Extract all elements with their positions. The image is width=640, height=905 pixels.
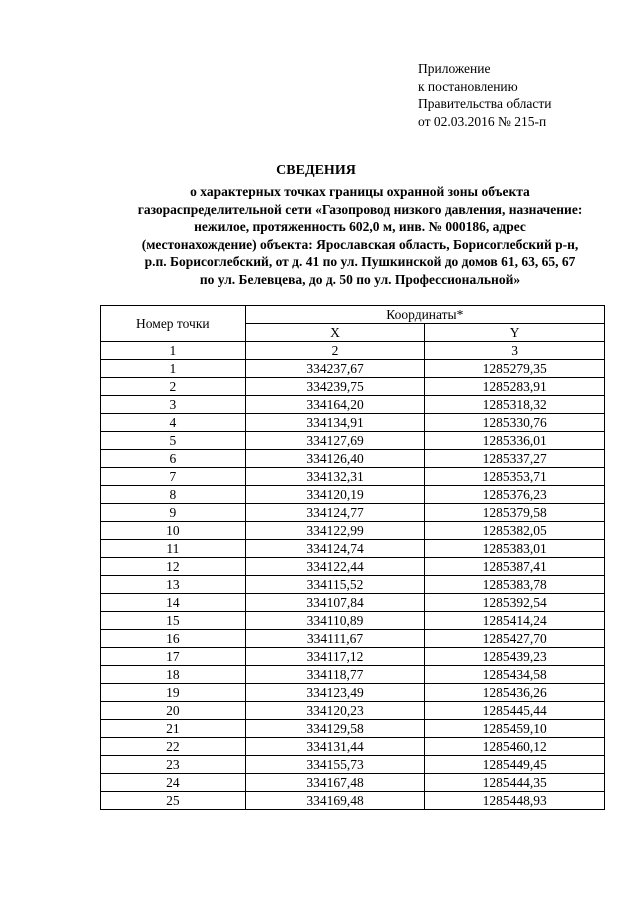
y-coordinate-cell: 1285444,35 — [425, 774, 605, 792]
x-coordinate-cell: 334124,74 — [245, 540, 425, 558]
x-coordinate-cell: 334127,69 — [245, 432, 425, 450]
table-row — [101, 468, 605, 486]
table-row — [101, 702, 605, 720]
appendix-line: Приложение — [418, 61, 491, 76]
table-row — [101, 576, 605, 594]
appendix-line: к постановлению — [418, 78, 518, 94]
table-row — [101, 774, 605, 792]
point-number-cell: 10 — [101, 522, 246, 540]
y-coordinate-cell: 1285318,32 — [425, 396, 605, 414]
y-coordinate-cell: 1285427,70 — [425, 630, 605, 648]
point-number-cell: 15 — [101, 612, 246, 630]
point-number-cell: 9 — [101, 504, 246, 522]
y-coordinate-cell: 1285449,45 — [425, 756, 605, 774]
table-row — [101, 522, 605, 540]
table-row — [101, 450, 605, 468]
x-coordinate-cell: 334120,19 — [245, 486, 425, 504]
header-x: X — [245, 324, 425, 342]
table-row — [101, 720, 605, 738]
subtitle-line: по ул. Белевцева, до д. 50 по ул. Профессиональной» — [199, 271, 521, 287]
document-title: СВЕДЕНИЯ — [276, 163, 356, 178]
y-coordinate-cell: 1285336,01 — [425, 432, 605, 450]
x-coordinate-cell: 334122,99 — [245, 522, 425, 540]
column-index-row — [101, 342, 605, 360]
table-row — [101, 630, 605, 648]
point-number-cell: 6 — [101, 450, 246, 468]
y-coordinate-cell: 1285383,78 — [425, 576, 605, 594]
y-coordinate-cell: 1285448,93 — [425, 792, 605, 810]
table-row — [101, 666, 605, 684]
subtitle-line: р.п. Борисоглебский, от д. 41 по ул. Пушкинской до домов 61, 63, 65, 67 — [144, 254, 576, 270]
table-body — [101, 360, 605, 810]
y-coordinate-cell: 1285383,01 — [425, 540, 605, 558]
table-row — [101, 504, 605, 522]
subtitle-line: нежилое, протяженность 602,0 м, инв. № 000186, адрес — [194, 219, 526, 235]
point-number-cell: 3 — [101, 396, 246, 414]
table-row — [101, 684, 605, 702]
point-number-cell: 13 — [101, 576, 246, 594]
y-coordinate-cell: 1285283,91 — [425, 378, 605, 396]
x-coordinate-cell: 334110,89 — [245, 612, 425, 630]
x-coordinate-cell: 334124,77 — [245, 504, 425, 522]
point-number-cell: 11 — [101, 540, 246, 558]
x-coordinate-cell: 334164,20 — [245, 396, 425, 414]
header-row — [101, 306, 605, 324]
table-row — [101, 540, 605, 558]
x-coordinate-cell: 334129,58 — [245, 720, 425, 738]
y-coordinate-cell: 1285376,23 — [425, 486, 605, 504]
x-coordinate-cell: 334126,40 — [245, 450, 425, 468]
y-coordinate-cell: 1285414,24 — [425, 612, 605, 630]
point-number-cell: 20 — [101, 702, 246, 720]
subtitle-line: о характерных точках границы охранной зоны объекта — [190, 184, 530, 199]
column-index: 2 — [245, 342, 425, 360]
coordinates-table — [100, 305, 605, 810]
header-y: Y — [425, 324, 605, 342]
point-number-cell: 2 — [101, 378, 246, 396]
column-index: 1 — [101, 342, 246, 360]
table-row — [101, 756, 605, 774]
point-number-cell: 7 — [101, 468, 246, 486]
table-row — [101, 792, 605, 810]
y-coordinate-cell: 1285445,44 — [425, 702, 605, 720]
y-coordinate-cell: 1285379,58 — [425, 504, 605, 522]
y-coordinate-cell: 1285330,76 — [425, 414, 605, 432]
x-coordinate-cell: 334120,23 — [245, 702, 425, 720]
x-coordinate-cell: 334169,48 — [245, 792, 425, 810]
y-coordinate-cell: 1285387,41 — [425, 558, 605, 576]
x-coordinate-cell: 334122,44 — [245, 558, 425, 576]
header-point-number: Номер точки — [101, 306, 246, 342]
x-coordinate-cell: 334115,52 — [245, 576, 425, 594]
x-coordinate-cell: 334237,67 — [245, 360, 425, 378]
x-coordinate-cell: 334239,75 — [245, 378, 425, 396]
table-row — [101, 396, 605, 414]
table-row — [101, 360, 605, 378]
subtitle-line: (местонахождение) объекта: Ярославская область, Борисоглебский р-н, — [141, 236, 579, 252]
table-row — [101, 414, 605, 432]
column-index: 3 — [425, 342, 605, 360]
x-coordinate-cell: 334123,49 — [245, 684, 425, 702]
point-number-cell: 8 — [101, 486, 246, 504]
point-number-cell: 14 — [101, 594, 246, 612]
point-number-cell: 1 — [101, 360, 246, 378]
point-number-cell: 21 — [101, 720, 246, 738]
y-coordinate-cell: 1285382,05 — [425, 522, 605, 540]
y-coordinate-cell: 1285460,12 — [425, 738, 605, 756]
x-coordinate-cell: 334107,84 — [245, 594, 425, 612]
document-subtitle — [90, 183, 630, 289]
header-coordinates: Координаты* — [245, 306, 604, 324]
y-coordinate-cell: 1285436,26 — [425, 684, 605, 702]
x-coordinate-cell: 334118,77 — [245, 666, 425, 684]
point-number-cell: 16 — [101, 630, 246, 648]
x-coordinate-cell: 334132,31 — [245, 468, 425, 486]
x-coordinate-cell: 334155,73 — [245, 756, 425, 774]
appendix-line: Правительства области — [418, 96, 552, 111]
point-number-cell: 5 — [101, 432, 246, 450]
subtitle-line: газораспределительной сети «Газопровод низкого давления, назначение: — [137, 201, 583, 217]
table-row — [101, 432, 605, 450]
table-row — [101, 648, 605, 666]
point-number-cell: 24 — [101, 774, 246, 792]
table-row — [101, 558, 605, 576]
y-coordinate-cell: 1285434,58 — [425, 666, 605, 684]
y-coordinate-cell: 1285392,54 — [425, 594, 605, 612]
table-row — [101, 612, 605, 630]
appendix-date-number: от 02.03.2016 № 215-п — [418, 113, 547, 129]
point-number-cell: 17 — [101, 648, 246, 666]
point-number-cell: 25 — [101, 792, 246, 810]
y-coordinate-cell: 1285459,10 — [425, 720, 605, 738]
point-number-cell: 23 — [101, 756, 246, 774]
table-row — [101, 738, 605, 756]
y-coordinate-cell: 1285337,27 — [425, 450, 605, 468]
table-row — [101, 378, 605, 396]
point-number-cell: 4 — [101, 414, 246, 432]
y-coordinate-cell: 1285279,35 — [425, 360, 605, 378]
table-row — [101, 486, 605, 504]
point-number-cell: 18 — [101, 666, 246, 684]
point-number-cell: 12 — [101, 558, 246, 576]
y-coordinate-cell: 1285439,23 — [425, 648, 605, 666]
y-coordinate-cell: 1285353,71 — [425, 468, 605, 486]
appendix-block — [418, 60, 551, 130]
x-coordinate-cell: 334117,12 — [245, 648, 425, 666]
table-row — [101, 594, 605, 612]
point-number-cell: 22 — [101, 738, 246, 756]
point-number-cell: 19 — [101, 684, 246, 702]
x-coordinate-cell: 334167,48 — [245, 774, 425, 792]
x-coordinate-cell: 334111,67 — [245, 630, 425, 648]
x-coordinate-cell: 334131,44 — [245, 738, 425, 756]
x-coordinate-cell: 334134,91 — [245, 414, 425, 432]
